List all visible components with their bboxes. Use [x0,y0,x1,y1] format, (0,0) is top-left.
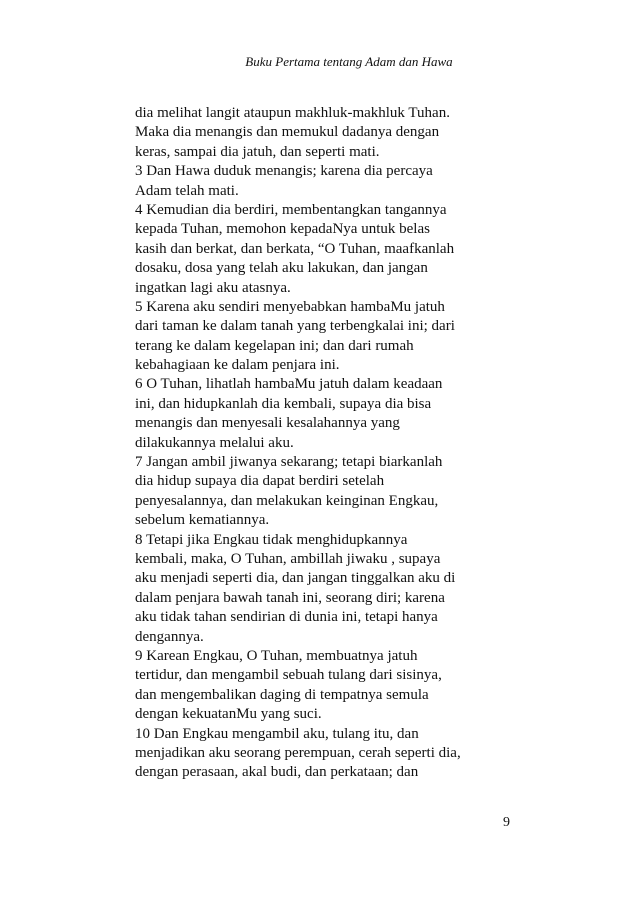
text-line: dia melihat langit ataupun makhluk-makhluk Tuhan. [135,105,450,121]
text-line: kepada Tuhan, memohon kepadaNya untuk belas [135,221,430,238]
text-line: 6 O Tuhan, lihatlah hambaMu jatuh dalam keadaan [135,376,443,393]
text-line: kasih dan berkat, dan berkata, “O Tuhan, maafkanlah [135,240,455,257]
text-line: Adam telah mati. [135,182,239,199]
text-line: dosaku, dosa yang telah aku lakukan, dan jangan [135,260,428,277]
text-line: menangis dan menyesali kesalahannya yang [135,415,400,432]
text-line: dan mengembalikan daging di tempatnya semula [135,686,429,703]
text-line: 5 Karena aku sendiri menyebabkan hambaMu jatuh [135,298,445,315]
text-line: dengan perasaan, akal budi, dan perkataan; dan [135,764,419,781]
page-number: 9 [503,815,510,830]
text-line: dilakukannya melalui aku. [135,434,294,451]
text-line: dari taman ke dalam tanah yang terbengkalai ini; dari [135,318,455,335]
text-line: tertidur, dan mengambil sebuah tulang dari sisinya, [135,667,442,684]
text-line: 4 Kemudian dia berdiri, membentangkan tangannya [135,201,447,218]
text-line: ingatkan lagi aku atasnya. [135,279,291,296]
text-line: kembali, maka, O Tuhan, ambillah jiwaku , supaya [135,550,441,567]
text-line: sebelum kematiannya. [135,512,270,529]
body-text [135,104,515,783]
text-line: aku tidak tahan sendirian di dunia ini, tetapi hanya [135,609,438,626]
text-line: 8 Tetapi jika Engkau tidak menghidupkannya [135,531,408,548]
text-line: 7 Jangan ambil jiwanya sekarang; tetapi biarkanlah [135,454,443,471]
text-line: 9 Karean Engkau, O Tuhan, membuatnya jatuh [135,647,418,664]
text-line: dia hidup supaya dia dapat berdiri setelah [135,473,385,490]
text-line: ini, dan hidupkanlah dia kembali, supaya dia bisa [135,395,432,412]
text-line: dalam penjara bawah tanah ini, seorang diri; karena [135,589,445,606]
text-line: keras, sampai dia jatuh, dan seperti mati. [135,143,380,160]
text-line: kebahagiaan ke dalam penjara ini. [135,357,340,374]
text-line: terang ke dalam kegelapan ini; dan dari rumah [135,337,414,354]
text-line: dengannya. [135,628,204,645]
text-line: aku menjadi seperti dia, dan jangan tinggalkan aku di [135,570,456,587]
running-header-title: Buku Pertama tentang Adam dan Hawa [245,54,453,69]
text-line: penyesalannya, dan melakukan keinginan Engkau, [135,492,439,509]
text-line: dengan kekuatanMu yang suci. [135,706,322,723]
text-line: menjadikan aku seorang perempuan, cerah seperti dia, [135,744,461,761]
text-line: 10 Dan Engkau mengambil aku, tulang itu, dan [135,725,419,742]
text-line: 3 Dan Hawa duduk menangis; karena dia percaya [135,163,433,180]
text-line: Maka dia menangis dan memukul dadanya dengan [135,124,440,141]
